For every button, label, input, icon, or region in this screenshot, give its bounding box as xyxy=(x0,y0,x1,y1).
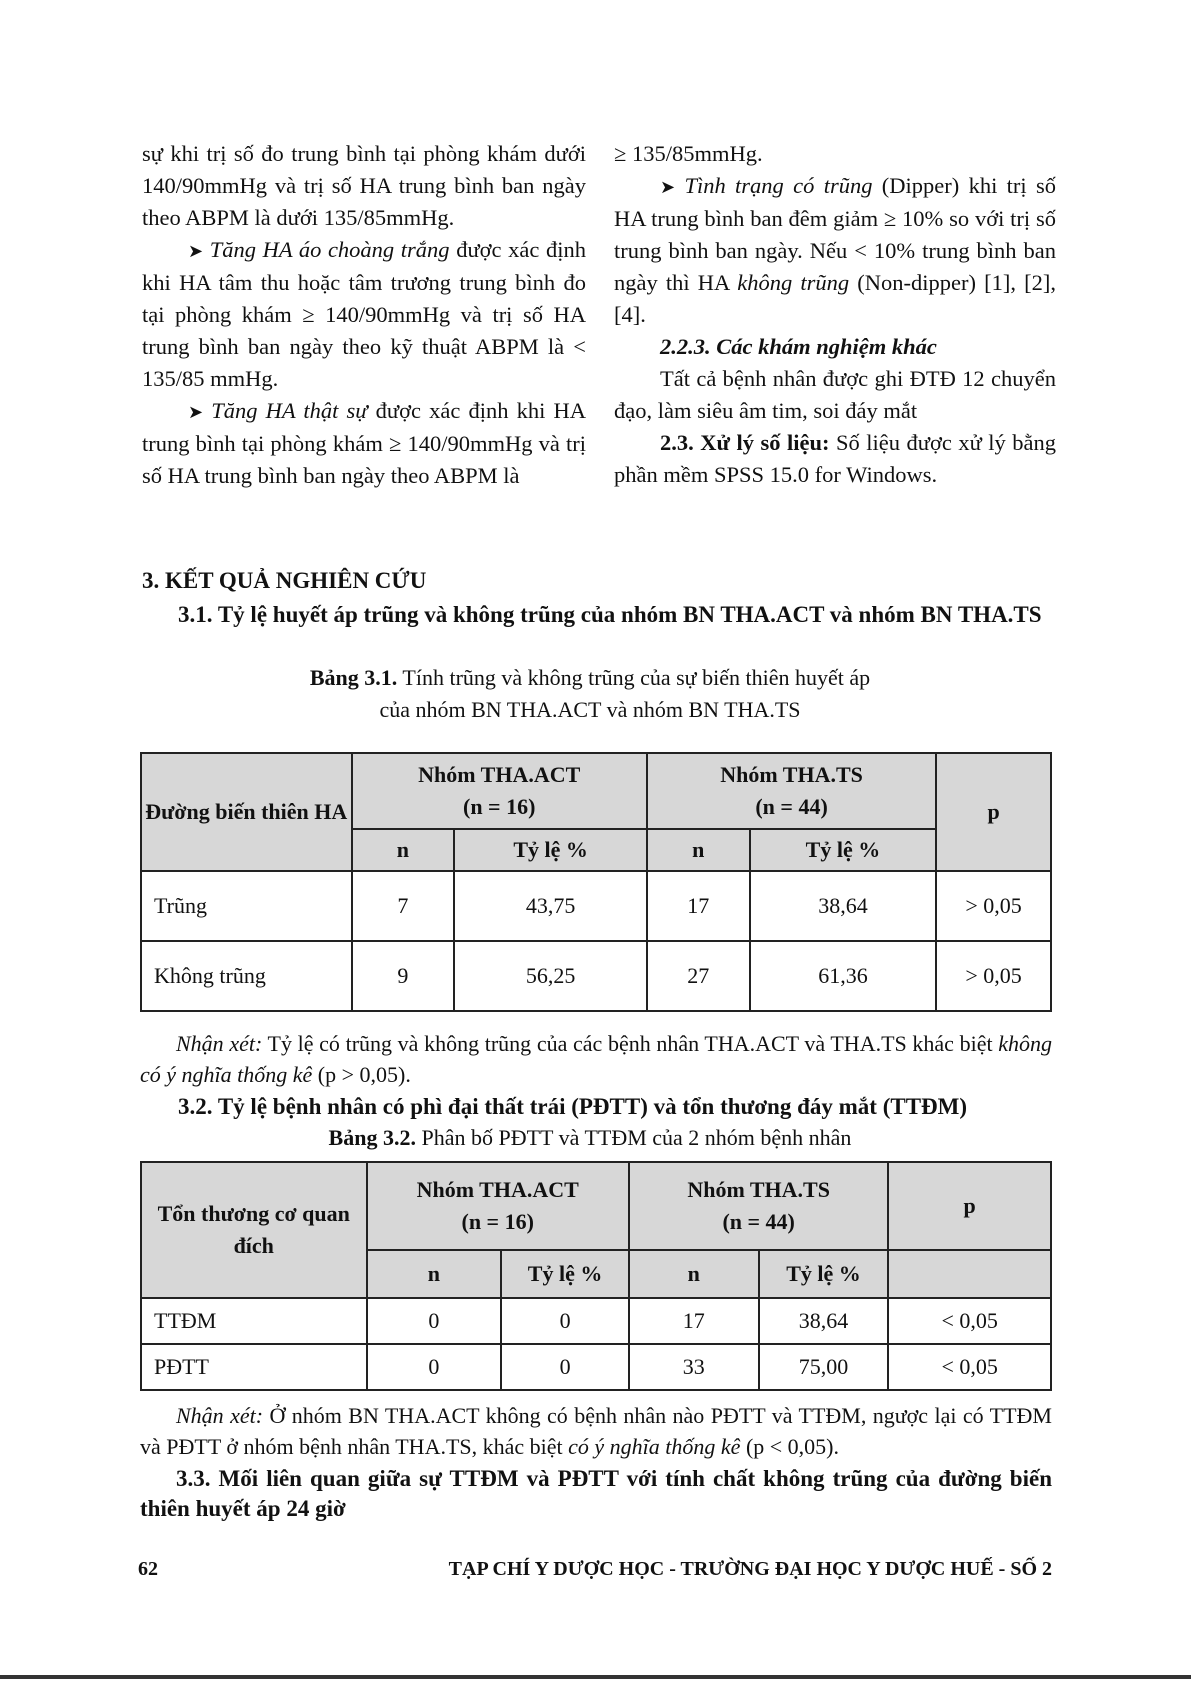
table-3-1 xyxy=(140,752,1052,1012)
table-row: TTĐM 0 0 17 38,64 < 0,05 xyxy=(141,1298,1051,1344)
table2-header-group-ts: Nhóm THA.TS (n = 44) xyxy=(629,1162,888,1250)
left-paragraph-1: sự khi trị số đo trung bình tại phòng khám dưới 140/90mmHg và trị số HA trung bình ban ngày theo ABPM là dưới 135/85mmHg. xyxy=(142,141,586,230)
bullet-arrow-icon: ➤ xyxy=(660,177,676,197)
table1-header-pct: Tỷ lệ % xyxy=(750,829,937,871)
table1-header-p: p xyxy=(936,753,1051,871)
table1-header-row-label: Đường biến thiên HA xyxy=(141,753,352,871)
left-paragraph-3: ➤ Tăng HA thật sự được xác định khi HA trung bình tại phòng khám ≥ 140/90mmHg và trị số HA trung bình ban ngày theo ABPM là xyxy=(142,398,586,488)
table1-header-n: n xyxy=(352,829,455,871)
right-paragraph-2: ➤ Tình trạng có trũng (Dipper) khi trị số HA trung bình ban đêm giảm ≥ 10% so với trị số trung bình ban ngày. Nếu < 10% trung bình ban ngày thì HA không trũng (Non-dipper) [1], [2], [4]. xyxy=(614,173,1056,327)
table2-header-row-label: Tổn thương cơ quan đích xyxy=(141,1162,367,1298)
section-heading-3-1: 3.1. Tỷ lệ huyết áp trũng và không trũng của nhóm BN THA.ACT và nhóm BN THA.TS xyxy=(178,602,1042,627)
table-row: Không trũng 9 56,25 27 61,36 > 0,05 xyxy=(141,941,1051,1011)
term-true-hypertension: Tăng HA thật sự xyxy=(211,398,368,423)
term-white-coat: Tăng HA áo choàng trắng xyxy=(209,237,450,262)
left-column xyxy=(142,138,586,492)
table2-header-empty xyxy=(888,1250,1051,1298)
right-paragraph-1: ≥ 135/85mmHg. xyxy=(614,141,763,166)
section-heading-3-3: 3.3. Mối liên quan giữa sự TTĐM và PĐTT với tính chất không trũng của đường biến thiên huyết áp 24 giờ xyxy=(140,1466,1052,1521)
table2-comment: Nhận xét: Ở nhóm BN THA.ACT không có bệnh nhân nào PĐTT và TTĐM, ngược lại có TTĐM và PĐTT ở nhóm bệnh nhân THA.TS, khác biệt có ý nghĩa thống kê (p < 0,05). xyxy=(140,1403,1052,1459)
table2-header-group-act: Nhóm THA.ACT (n = 16) xyxy=(367,1162,629,1250)
subsection-heading-2-2-3: 2.2.3. Các khám nghiệm khác xyxy=(660,334,937,359)
table2-header-pct: Tỷ lệ % xyxy=(759,1250,889,1298)
table1-header-pct: Tỷ lệ % xyxy=(454,829,647,871)
table-row: PĐTT 0 0 33 75,00 < 0,05 xyxy=(141,1344,1051,1390)
table1-header-group-act: Nhóm THA.ACT (n = 16) xyxy=(352,753,647,829)
table1-comment: Nhận xét: Tỷ lệ có trũng và không trũng của các bệnh nhân THA.ACT và THA.TS khác biệt không có ý nghĩa thống kê (p > 0,05). xyxy=(140,1031,1052,1087)
right-column xyxy=(614,138,1056,491)
bullet-arrow-icon: ➤ xyxy=(188,402,204,422)
table2-caption: Bảng 3.2. Phân bố PĐTT và TTĐM của 2 nhóm bệnh nhân xyxy=(328,1125,852,1150)
table-3-2 xyxy=(140,1161,1052,1391)
table-row: Trũng 7 43,75 17 38,64 > 0,05 xyxy=(141,871,1051,941)
right-paragraph-3: Tất cả bệnh nhân được ghi ĐTĐ 12 chuyển đạo, làm siêu âm tim, soi đáy mắt xyxy=(614,366,1056,423)
section-heading-3: 3. KẾT QUẢ NGHIÊN CỨU xyxy=(142,568,427,593)
right-paragraph-4: 2.3. Xử lý số liệu: Số liệu được xử lý bằng phần mềm SPSS 15.0 for Windows. xyxy=(614,430,1056,487)
subsection-heading-2-3: 2.3. Xử lý số liệu: xyxy=(660,430,830,455)
section-heading-3-2: 3.2. Tỷ lệ bệnh nhân có phì đại thất trái (PĐTT) và tổn thương đáy mắt (TTĐM) xyxy=(178,1094,968,1119)
page-number: 62 xyxy=(138,1558,158,1580)
table2-header-p: p xyxy=(888,1162,1051,1250)
left-paragraph-2: ➤ Tăng HA áo choàng trắng được xác định khi HA tâm thu hoặc tâm trương trung bình đo tại phòng khám ≥ 140/90mmHg và trị số HA trung bình ban ngày theo kỹ thuật ABPM là < 135/85 mmHg. xyxy=(142,237,586,391)
table1-header-n: n xyxy=(647,829,750,871)
table1-header-group-ts: Nhóm THA.TS (n = 44) xyxy=(647,753,936,829)
bottom-scan-edge xyxy=(0,1675,1191,1679)
bullet-arrow-icon: ➤ xyxy=(188,241,204,261)
table2-header-pct: Tỷ lệ % xyxy=(501,1250,629,1298)
table1-caption: Bảng 3.1. Tính trũng và không trũng của sự biến thiên huyết áp của nhóm BN THA.ACT và nhóm BN THA.TS xyxy=(309,665,871,722)
table2-header-n: n xyxy=(629,1250,759,1298)
table2-header-n: n xyxy=(367,1250,502,1298)
journal-name: TẠP CHÍ Y DƯỢC HỌC - TRƯỜNG ĐẠI HỌC Y DƯỢC HUẾ - SỐ 2 xyxy=(448,1558,1052,1580)
